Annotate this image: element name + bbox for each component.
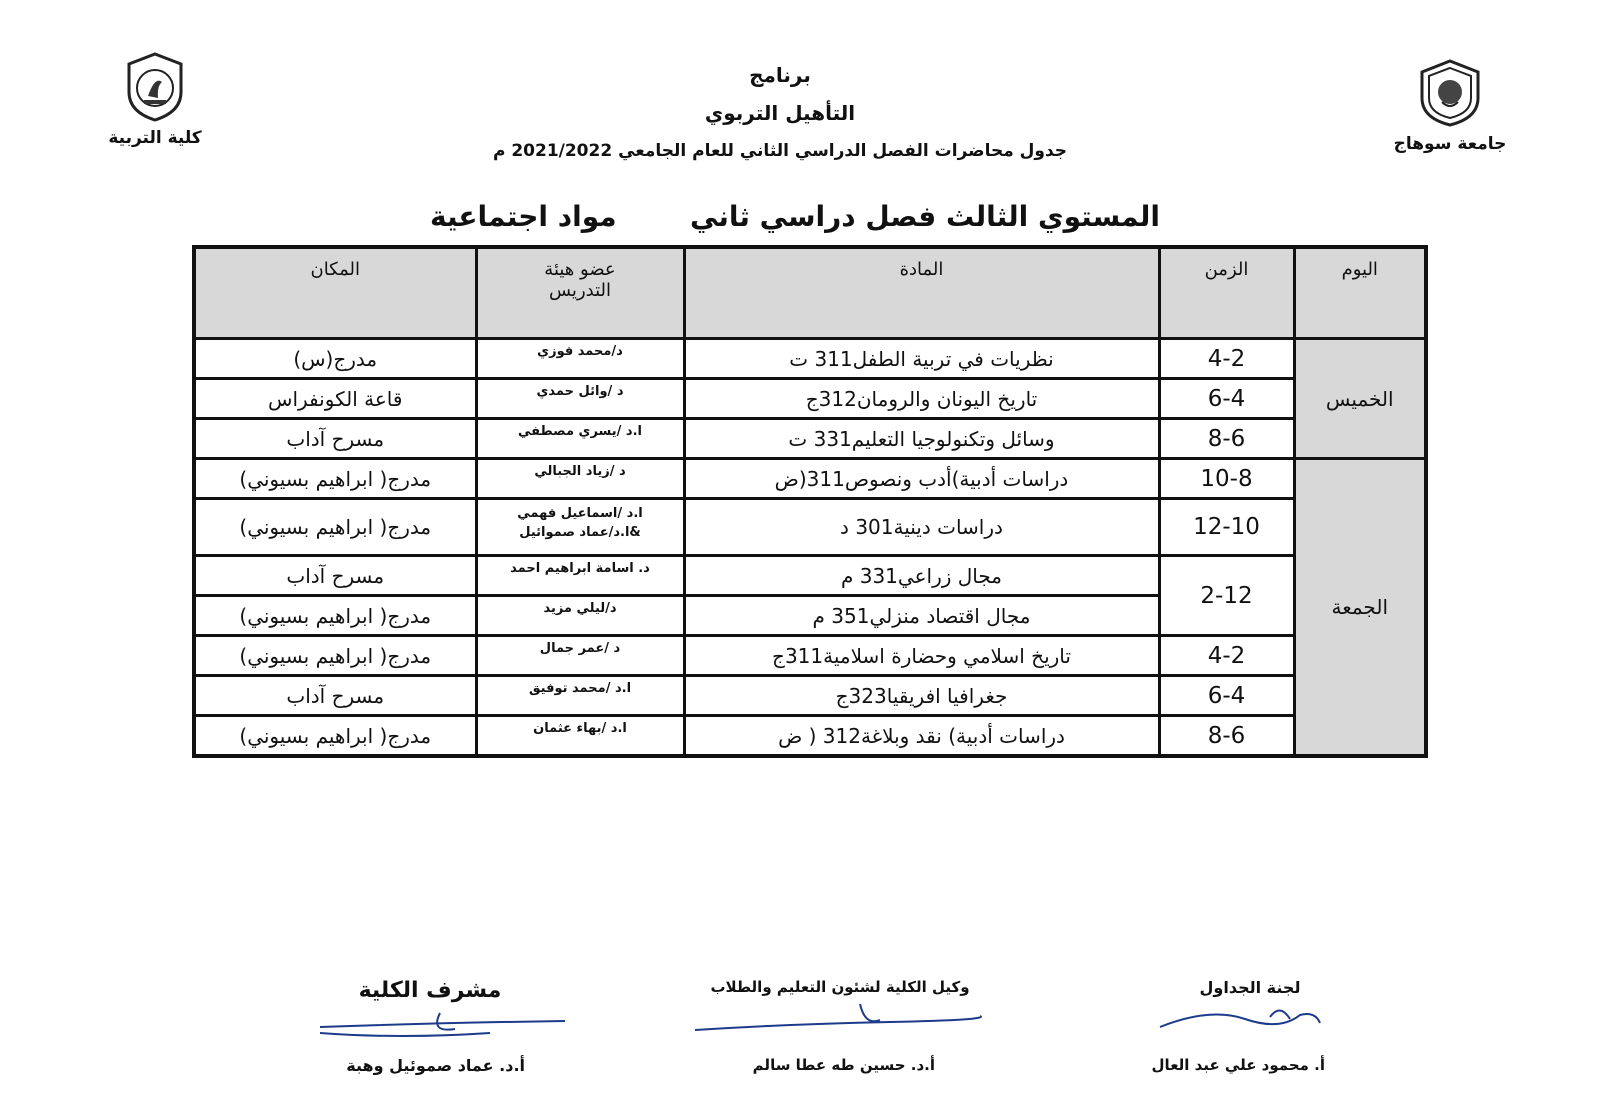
instructor-cell: ا.د /يسري مصطفي xyxy=(476,419,684,459)
instructor-cell: د /عمر جمال xyxy=(476,636,684,676)
table-row xyxy=(194,419,1426,459)
time-cell: 4-2 xyxy=(1159,339,1294,379)
instructor-cell: د /وائل حمدي xyxy=(476,379,684,419)
instructor-cell: د/ليلي مزيد xyxy=(476,596,684,636)
col-header-subject: المادة xyxy=(684,247,1159,339)
subject-cell: تاريخ اليونان والرومان312ج xyxy=(684,379,1159,419)
col-header-instructor xyxy=(476,247,684,339)
signature-vice-dean xyxy=(690,978,990,1074)
program-label: برنامج xyxy=(749,63,811,87)
table-header-row xyxy=(194,247,1426,339)
subject-cell: وسائل وتكنولوجيا التعليم331 ت xyxy=(684,419,1159,459)
col-header-instructor-line2: التدريس xyxy=(548,280,611,301)
col-header-place: المكان xyxy=(194,247,476,339)
supervisor-name: أ.د. عماد صموئيل وهبة xyxy=(346,1056,525,1075)
time-cell: 6-4 xyxy=(1159,379,1294,419)
time-cell: 8-6 xyxy=(1159,419,1294,459)
track-title: مواد اجتماعية xyxy=(430,199,617,233)
program-name: التأهيل التربوي xyxy=(704,101,856,125)
instructor-cell: د. اسامة ابراهيم احمد xyxy=(476,556,684,596)
vice-dean-name: أ.د. حسين طه عطا سالم xyxy=(752,1056,935,1074)
table-row xyxy=(194,716,1426,757)
subject-cell: نظريات في تربية الطفل311 ت xyxy=(684,339,1159,379)
committee-title: لجنة الجداول xyxy=(1199,978,1301,997)
instructor-cell: ا.د /محمد توفيق xyxy=(476,676,684,716)
time-cell: 6-4 xyxy=(1159,676,1294,716)
subject-cell: مجال زراعي331 م xyxy=(684,556,1159,596)
table-row xyxy=(194,556,1426,596)
instructor-cell: د /زياد الجبالي xyxy=(476,459,684,499)
faculty-seal-icon xyxy=(124,52,186,122)
signature-scribble-icon xyxy=(690,996,990,1036)
instructor-cell xyxy=(476,499,684,556)
col-header-day: اليوم xyxy=(1294,247,1426,339)
signature-supervisor xyxy=(280,978,580,1075)
place-cell: مدرج( ابراهيم بسيوني) xyxy=(194,499,476,556)
subject-cell: دراسات أدبية) نقد وبلاغة312 ( ض xyxy=(684,716,1159,757)
committee-name: أ. محمود علي عبد العال xyxy=(1151,1056,1325,1074)
time-cell: 10-8 xyxy=(1159,459,1294,499)
signature-scribble-icon xyxy=(1150,997,1350,1037)
instructor-cell: ا.د /بهاء عثمان xyxy=(476,716,684,757)
place-cell: مسرح آداب xyxy=(194,419,476,459)
vice-dean-title: وكيل الكلية لشئون التعليم والطلاب xyxy=(710,978,970,996)
day-cell-thursday: الخميس xyxy=(1294,339,1426,459)
day-cell-friday: الجمعة xyxy=(1294,459,1426,757)
faculty-logo xyxy=(95,52,215,148)
supervisor-title: مشرف الكلية xyxy=(358,978,502,1003)
faculty-name: كلية التربية xyxy=(108,128,202,148)
subject-cell: مجال اقتصاد منزلي351 م xyxy=(684,596,1159,636)
col-header-instructor-line1: عضو هيئة xyxy=(544,259,616,280)
table-row xyxy=(194,636,1426,676)
instructor-line2: &ا.د/عماد صموائيل xyxy=(519,525,641,540)
table-row xyxy=(194,339,1426,379)
university-seal-icon xyxy=(1415,58,1485,128)
table-row xyxy=(194,459,1426,499)
university-name: جامعة سوهاج xyxy=(1393,134,1507,154)
university-logo xyxy=(1375,58,1525,154)
subject-cell: جغرافيا افريقيا323ج xyxy=(684,676,1159,716)
place-cell: مدرج(س) xyxy=(194,339,476,379)
place-cell: مسرح آداب xyxy=(194,556,476,596)
table-row xyxy=(194,379,1426,419)
time-cell: 2-12 xyxy=(1159,556,1294,636)
place-cell: مدرج( ابراهيم بسيوني) xyxy=(194,636,476,676)
time-cell: 8-6 xyxy=(1159,716,1294,757)
time-cell: 4-2 xyxy=(1159,636,1294,676)
level-title: المستوي الثالث فصل دراسي ثاني xyxy=(690,199,1160,233)
subject-cell: دراسات دينية301 د xyxy=(684,499,1159,556)
subject-cell: تاريخ اسلامي وحضارة اسلامية311ج xyxy=(684,636,1159,676)
place-cell: مدرج( ابراهيم بسيوني) xyxy=(194,596,476,636)
document-header xyxy=(420,62,1140,162)
place-cell: مدرج( ابراهيم بسيوني) xyxy=(194,459,476,499)
place-cell: مسرح آداب xyxy=(194,676,476,716)
time-cell: 12-10 xyxy=(1159,499,1294,556)
table-row xyxy=(194,499,1426,556)
schedule-table xyxy=(192,245,1428,758)
level-title-row xyxy=(430,195,1160,237)
schedule-title: جدول محاضرات الفصل الدراسي الثاني للعام الجامعي 2021/2022 م xyxy=(492,141,1068,161)
table-row xyxy=(194,676,1426,716)
place-cell: قاعة الكونفراس xyxy=(194,379,476,419)
subject-cell: دراسات أدبية)أدب ونصوص311(ض xyxy=(684,459,1159,499)
signature-committee xyxy=(1150,978,1350,1074)
col-header-time: الزمن xyxy=(1159,247,1294,339)
instructor-cell: د/محمد فوزي xyxy=(476,339,684,379)
signature-scribble-icon xyxy=(280,1003,580,1043)
instructor-line1: ا.د /اسماعيل فهمي xyxy=(517,506,643,521)
place-cell: مدرج( ابراهيم بسيوني) xyxy=(194,716,476,757)
